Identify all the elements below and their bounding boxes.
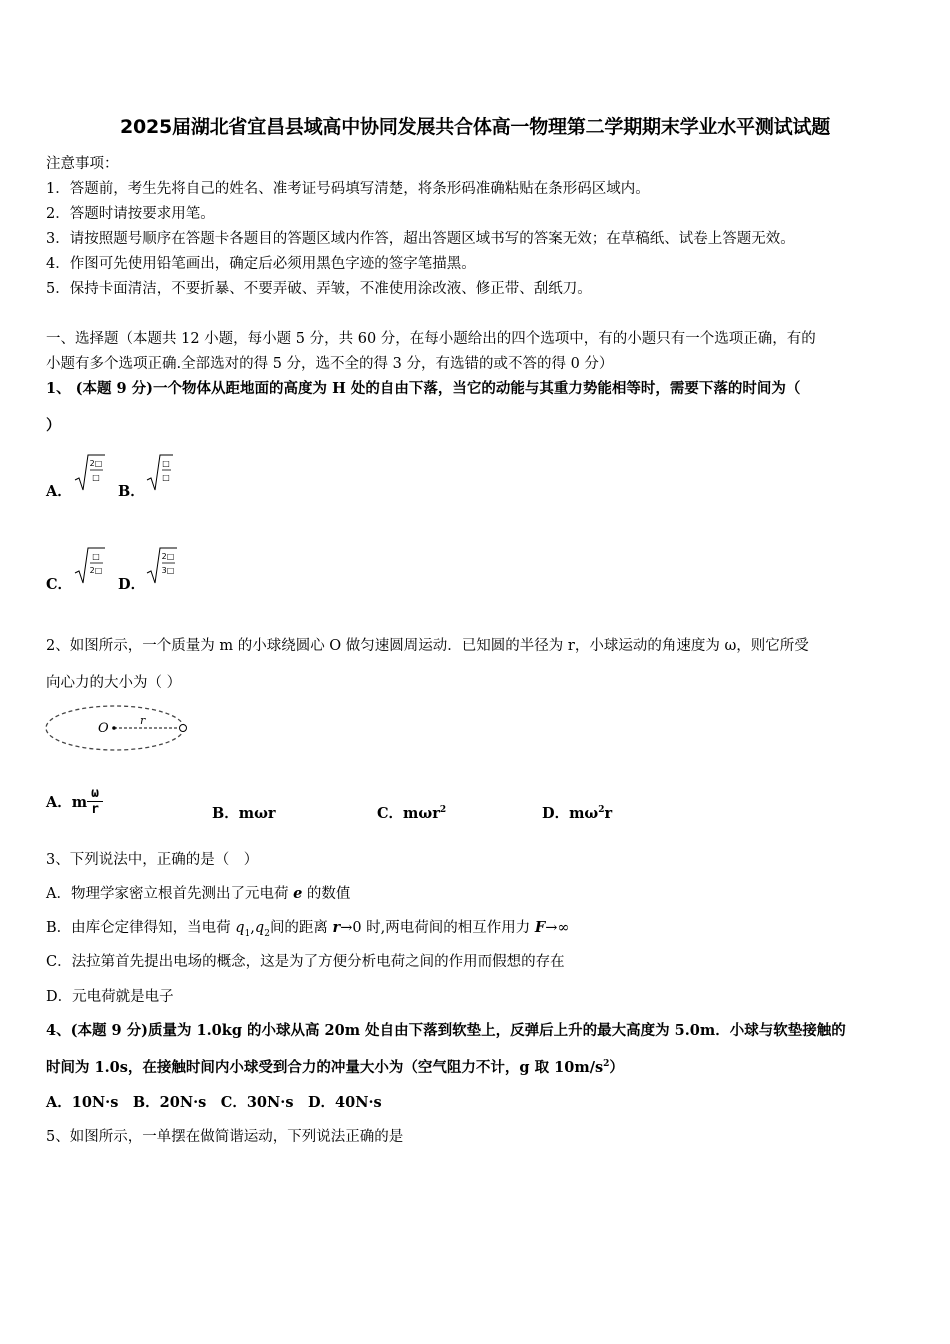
q1-c-numerator: □ [92,552,100,561]
q2-radius-label: r [140,714,146,727]
q4-line2-suffix: ） [609,1059,624,1076]
q2-option-a-label: A．m [46,794,88,811]
q3-option-a-text: A．物理学家密立根首先测出了元电荷 [46,886,294,902]
section-1-intro-line-2: 小题有多个选项正确.全部选对的得 5 分，选不全的得 3 分，有选错的或不答的得 0 分） [46,356,614,372]
q2-circle-figure [44,704,194,754]
q2-option-d-suffix: r [604,805,613,822]
exam-title: 2025届湖北省宜昌县域高中协同发展共合体高一物理第二学期期末学业水平测试试题 [119,116,831,138]
q3-option-c: C．法拉第首先提出电场的概念，这是为了方便分析电荷之间的作用而假想的存在 [46,954,565,970]
q1-option-d-label: D． [118,576,146,593]
q4-line2-text: 时间为 1.0s，在接触时间内小球受到合力的冲量大小为（空气阻力不计，g 取 10m/s [46,1059,604,1076]
q3-option-b-mid2: →0 时,两电荷间的相互作用力 [340,920,535,936]
q2-center-label: O [98,721,109,736]
q1-b-numerator: □ [162,459,170,468]
notice-item-3: 3．请按照题号顺序在答题卡各题目的答题区域内作答，超出答题区域书写的答案无效；在草稿纸、试卷上答题无效。 [46,231,795,247]
section-1-intro-line-1: 一、选择题（本题共 12 小题，每小题 5 分，共 60 分，在每小题给出的四个选项中，有的小题只有一个选项正确，有的 [46,331,816,347]
question-1-text-cont: ） [46,417,61,434]
q3-option-a-suffix: 的数值 [302,886,351,902]
notice-item-1: 1．答题前，考生先将自己的姓名、准考证号码填写清楚，将条形码准确粘贴在条形码区域内。 [46,181,650,197]
q4-line2-exponent: 2 [603,1059,610,1070]
q3-option-b-sub2: 2 [264,928,270,939]
question-2-text: 2、如图所示，一个质量为 m 的小球绕圆心 O 做匀速圆周运动．已知圆的半径为 r，小球运动的角速度为 ω，则它所受 [46,638,809,654]
q3-option-b-q2: q [254,920,265,936]
q3-option-a-symbol: e [293,885,303,902]
q1-d-denominator: 3□ [161,566,175,575]
notice-item-5: 5．保持卡面清洁，不要折暴、不要弄破、弄皱，不准使用涂改液、修正带、刮纸刀。 [46,281,592,297]
q2-option-a [46,786,103,817]
notice-heading: 注意事项： [46,156,119,172]
q1-option-b-sqrt [146,452,174,492]
q2-option-c-text: C．mωr [377,805,440,822]
question-3-text: 3、下列说法中，正确的是（ ） [46,852,259,868]
question-1-text: 1、 (本题 9 分)一个物体从距地面的高度为 H 处的自由下落，当它的动能与其重力势能相等时，需要下落的时间为（ [46,380,801,397]
q1-option-b-label: B． [118,483,145,500]
q3-option-b-force: F [534,919,546,936]
q1-c-denominator: 2□ [89,566,103,575]
question-4-options: A．10N·s B．20N·s C．30N·s D．40N·s [46,1094,382,1111]
notice-item-2: 2．答题时请按要求用笔。 [46,206,215,222]
q3-option-b-text: B．由库仑定律得知，当电荷 [46,920,236,936]
q3-option-b-sub1: 1 [244,928,251,939]
q1-option-c-label: C． [46,576,73,593]
q3-option-d: D．元电荷就是电子 [46,989,174,1005]
notice-item-4: 4．作图可先使用铅笔画出，确定后必须用黑色字迹的签字笔描黑。 [46,256,476,272]
q1-a-numerator: 2□ [89,459,103,468]
q1-option-a-sqrt [74,452,106,492]
q2-option-c [377,802,446,823]
q1-option-c-sqrt [74,545,106,585]
q3-option-b-r: r [332,919,341,936]
q1-option-a-label: A． [46,483,72,500]
q2-option-d [542,802,612,823]
q2-a-numerator: ω [87,786,103,802]
q3-option-b-q1: q [235,920,245,936]
q2-a-denominator: r [91,802,99,817]
q2-option-d-text: D．mω [542,805,599,822]
q3-option-b [46,916,569,939]
question-4-text: 4、(本题 9 分)质量为 1.0kg 的小球从高 20m 处自由下落到软垫上，反弹后上升的最大高度为 5.0m．小球与软垫接触的 [46,1022,846,1039]
q3-option-b-comma: , [250,920,255,936]
q2-option-c-exponent: 2 [439,805,447,816]
q3-option-b-suffix: →∞ [545,920,570,936]
q1-option-d-sqrt [146,545,178,585]
q3-option-a [46,882,350,903]
q3-option-b-mid: 间的距离 [269,920,333,936]
q1-a-denominator: □ [92,473,100,482]
question-2-text-cont: 向心力的大小为（ ） [46,675,182,691]
q2-option-a-fraction [87,786,103,817]
question-5-text: 5、如图所示，一单摆在做简谐运动，下列说法正确的是 [46,1129,404,1145]
q1-b-denominator: □ [162,473,170,482]
q1-d-numerator: 2□ [161,552,175,561]
q2-option-d-exponent: 2 [598,805,605,816]
q2-option-b: B．mωr [212,805,276,822]
question-4-text-cont [46,1056,624,1077]
